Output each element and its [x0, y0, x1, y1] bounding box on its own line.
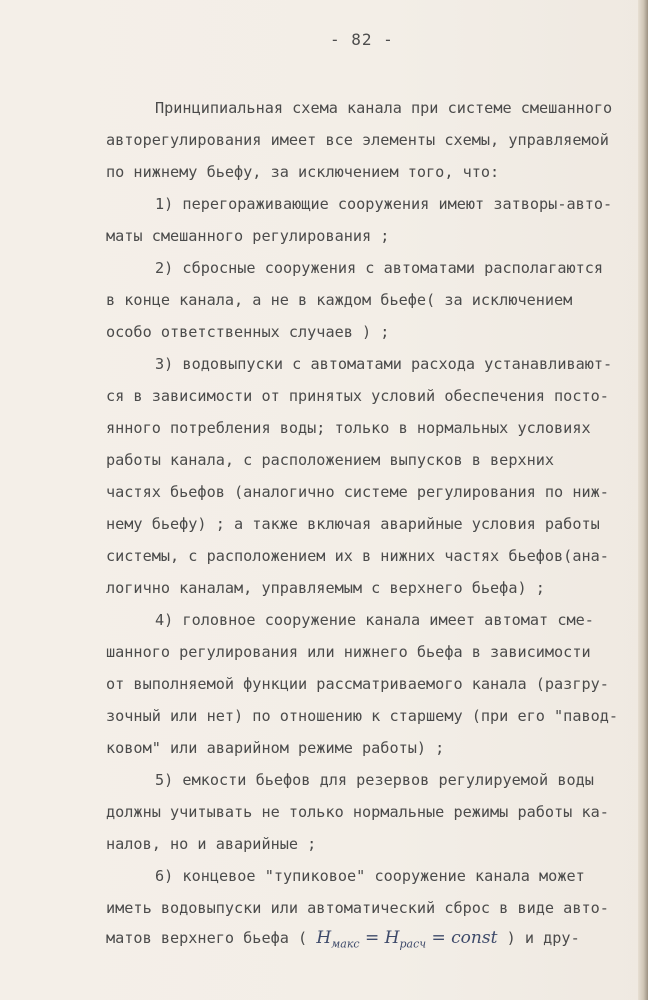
text-line: янного потребления воды; только в нормальных условиях: [106, 419, 591, 437]
text-line: 6) концевое "тупиковое" сооружение канала может: [155, 867, 585, 885]
text-line: частях бьефов (аналогично системе регулирования по ниж-: [106, 483, 609, 501]
text-line: зочный или нет) по отношению к старшему (при его "павод-: [106, 707, 619, 725]
formula: [316, 928, 498, 951]
text-line: иметь водовыпуски или автоматический сброс в виде авто-: [106, 899, 609, 917]
text-line: нему бьефу) ; а также включая аварийные условия работы: [106, 515, 600, 533]
text-line: логично каналам, управляемым с верхнего бьефа) ;: [106, 579, 545, 597]
text-line: 4) головное сооружение канала имеет автомат сме-: [155, 611, 594, 629]
text-line: в конце канала, а не в каждом бьефе( за исключением: [106, 291, 573, 309]
text-line: по нижнему бьефу, за исключением того, что:: [106, 163, 500, 181]
formula-symbol: H: [316, 928, 332, 948]
text-line: 3) водовыпуски с автоматами расхода устанавливают-: [155, 355, 613, 373]
page-edge-shadow: [638, 0, 648, 1000]
formula-subscript: макс: [331, 937, 360, 951]
text-line: ся в зависимости от принятых условий обеспечения посто-: [106, 387, 609, 405]
text-line: от выполняемой функции рассматриваемого канала (разгру-: [106, 675, 609, 693]
text-line: 5) емкости бьефов для резервов регулируемой воды: [155, 771, 594, 789]
formula-equals: =: [359, 928, 385, 948]
text-line: особо ответственных случаев ) ;: [106, 323, 390, 341]
formula-const: const: [451, 928, 498, 948]
formula-subscript: расч: [399, 937, 427, 951]
text-line-with-formula: [106, 928, 580, 954]
text-fragment: ) и дру-: [506, 929, 580, 947]
formula-equals: =: [426, 928, 452, 948]
text-line: 1) перегораживающие сооружения имеют затворы-авто-: [155, 195, 613, 213]
text-line: шанного регулирования или нижнего бьефа в зависимости: [106, 643, 591, 661]
text-line: налов, но и аварийные ;: [106, 835, 317, 853]
text-line: маты смешанного регулирования ;: [106, 227, 390, 245]
text-fragment: матов верхнего бьефа (: [106, 929, 308, 947]
text-line: работы канала, с расположением выпусков в верхних: [106, 451, 555, 469]
page-number: - 82 -: [330, 30, 394, 49]
text-line: 2) сбросные сооружения с автоматами располагаются: [155, 259, 604, 277]
text-line: ковом" или аварийном режиме работы) ;: [106, 739, 445, 757]
text-line: системы, с расположением их в нижних частях бьефов(ана-: [106, 547, 609, 565]
text-line: авторегулирования имеет все элементы схемы, управляемой: [106, 131, 609, 149]
text-line: должны учитывать не только нормальные режимы работы ка-: [106, 803, 609, 821]
text-line: Принципиальная схема канала при системе смешанного: [155, 99, 613, 117]
formula-symbol: H: [384, 928, 400, 948]
